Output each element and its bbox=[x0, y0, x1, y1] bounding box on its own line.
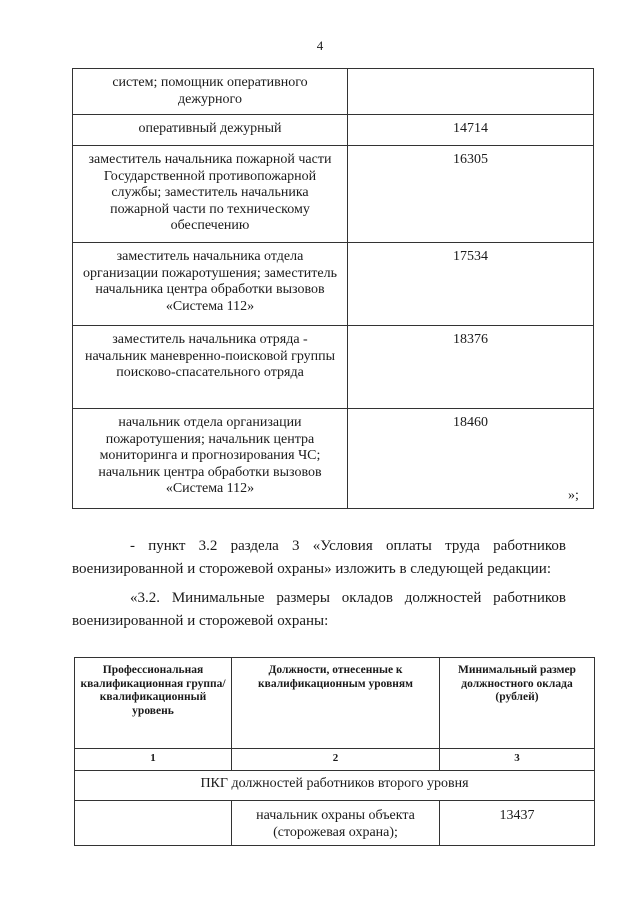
level-cell bbox=[75, 801, 232, 846]
paragraph-line: - пункт 3.2 раздела 3 «Условия оплаты труда работников bbox=[130, 538, 566, 554]
paragraph-line: военизированной и сторожевой охраны» изложить в следующей редакции: bbox=[72, 561, 551, 577]
position-cell: начальник отдела организации пожаротушения; начальник центра мониторинга и прогнозирования ЧС; начальник центра обработки вызовов «Система 112» bbox=[73, 409, 348, 509]
salary-cell: 16305 bbox=[348, 146, 594, 243]
salary-table-continued bbox=[72, 68, 594, 509]
salary-cell: 18376 bbox=[348, 326, 594, 409]
position-cell: заместитель начальника пожарной части Государственной противопожарной службы; заместитель начальника пожарной части по техническому обеспечению bbox=[73, 146, 348, 243]
paragraph-line: военизированной и сторожевой охраны: bbox=[72, 613, 329, 629]
position-cell: оперативный дежурный bbox=[73, 115, 348, 146]
table-row bbox=[73, 409, 594, 509]
salary-cell: 13437 bbox=[440, 801, 595, 846]
position-cell: систем; помощник оперативного дежурного bbox=[73, 69, 348, 115]
salary-cell: 14714 bbox=[348, 115, 594, 146]
table-row bbox=[75, 801, 595, 846]
header-min-salary: Минимальный размер должностного оклада (рублей) bbox=[440, 658, 595, 749]
table-row bbox=[73, 146, 594, 243]
salary-cell bbox=[348, 69, 594, 115]
page-number: 4 bbox=[316, 38, 324, 53]
column-number-row bbox=[75, 749, 595, 771]
header-group-level: Профессиональная квалификационная группа/ квалификационный уровень bbox=[75, 658, 232, 749]
table-row bbox=[73, 326, 594, 409]
amended-text-paragraph bbox=[72, 587, 566, 633]
salary-cell: 18460 bbox=[348, 409, 594, 509]
table-row bbox=[73, 69, 594, 115]
amendment-paragraph bbox=[72, 535, 566, 581]
position-cell: заместитель начальника отдела организации пожаротушения; заместитель начальника центра обработки вызовов «Система 112» bbox=[73, 243, 348, 326]
quote-close-mark: »; bbox=[568, 488, 579, 503]
paragraph-line: «3.2. Минимальные размеры окладов должностей работников bbox=[130, 590, 566, 606]
header-positions: Должности, отнесенные к квалификационным уровням bbox=[232, 658, 440, 749]
column-number: 2 bbox=[232, 749, 440, 771]
table-row bbox=[73, 243, 594, 326]
table-row bbox=[73, 115, 594, 146]
group-title-row bbox=[75, 771, 595, 801]
position-cell: заместитель начальника отряда - начальник маневренно-поисковой группы поисково-спасательного отряда bbox=[73, 326, 348, 409]
group-title: ПКГ должностей работников второго уровня bbox=[75, 771, 595, 801]
guard-salary-table bbox=[74, 657, 595, 846]
table-header-row bbox=[75, 658, 595, 749]
salary-cell: 17534 bbox=[348, 243, 594, 326]
position-cell: начальник охраны объекта (сторожевая охрана); bbox=[232, 801, 440, 846]
column-number: 3 bbox=[440, 749, 595, 771]
column-number: 1 bbox=[75, 749, 232, 771]
